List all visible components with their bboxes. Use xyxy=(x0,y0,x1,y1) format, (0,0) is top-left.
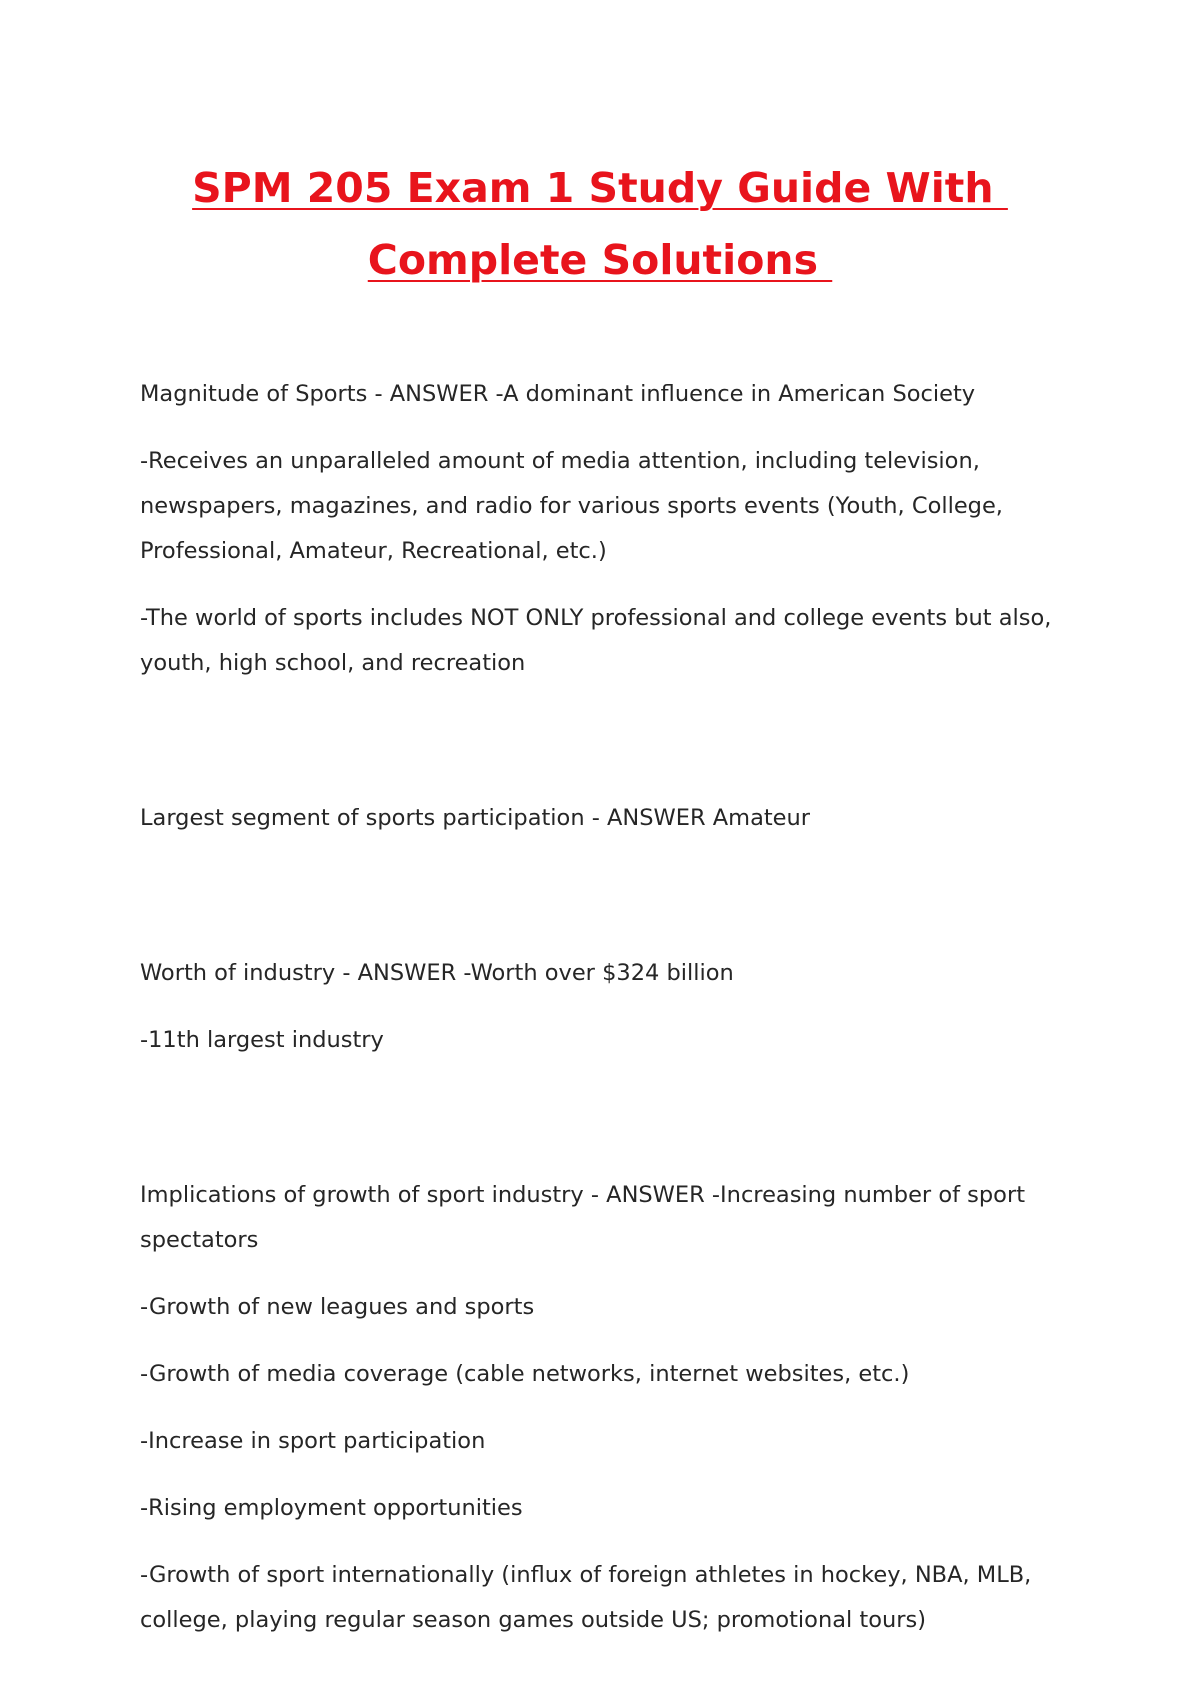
qa-paragraph: -Growth of media coverage (cable networks, internet websites, etc.) xyxy=(140,1361,910,1387)
qa-paragraph: -Rising employment opportunities xyxy=(140,1495,523,1521)
section-spacer xyxy=(140,1085,1080,1173)
study-guide-content xyxy=(140,372,1080,1665)
title-line-2: Complete Solutions xyxy=(367,236,833,284)
qa-paragraph: -11th largest industry xyxy=(140,1027,384,1053)
title-line-1: SPM 205 Exam 1 Study Guide With xyxy=(192,164,1008,212)
qa-magnitude-of-sports xyxy=(140,372,1080,686)
qa-paragraph: Largest segment of sports participation - ANSWER Amateur xyxy=(140,805,811,831)
qa-paragraph: Implications of growth of sport industry - ANSWER -Increasing number of sport spectators xyxy=(140,1182,1026,1253)
qa-paragraph: -Growth of sport internationally (influx of foreign athletes in hockey, NBA, MLB, college, playing regular season games outside US; promotional tours) xyxy=(140,1562,1032,1633)
qa-paragraph: -The world of sports includes NOT ONLY professional and college events but also, youth, high school, and recreation xyxy=(140,605,1052,676)
document-title xyxy=(0,152,1200,296)
qa-paragraph: -Increase in sport participation xyxy=(140,1428,486,1454)
qa-implications-of-growth xyxy=(140,1173,1080,1643)
qa-paragraph: Magnitude of Sports - ANSWER -A dominant influence in American Society xyxy=(140,381,976,407)
section-spacer xyxy=(140,863,1080,951)
qa-paragraph: Worth of industry - ANSWER -Worth over $324 billion xyxy=(140,960,734,986)
qa-paragraph: -Receives an unparalleled amount of media attention, including television, newspapers, magazines, and radio for various sports events (Youth, College, Professional, Amateur, Recreational, etc.) xyxy=(140,448,1003,564)
section-spacer xyxy=(140,708,1080,796)
qa-paragraph: -Growth of new leagues and sports xyxy=(140,1294,535,1320)
qa-worth-of-industry xyxy=(140,951,1080,1063)
qa-largest-segment xyxy=(140,796,1080,841)
